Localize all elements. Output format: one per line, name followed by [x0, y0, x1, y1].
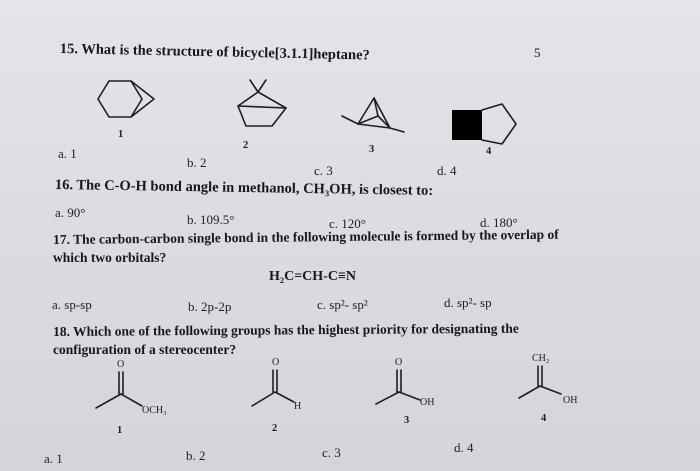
q15-option-a: a. 1	[58, 146, 77, 161]
q15-structure-label-4: 4	[486, 146, 492, 157]
q15-structure-label-2: 2	[243, 140, 249, 151]
q18-structure-label-3: 3	[404, 415, 410, 426]
q15-question: 15. What is the structure of bicycle[3.1.1]heptane?	[59, 41, 370, 64]
q18-option-c: c. 3	[322, 445, 341, 460]
q17-option-d: d. sp²- sp	[444, 295, 492, 310]
q15-option-b: b. 2	[187, 155, 207, 170]
q18-s4-ch2: CH₂	[532, 353, 550, 364]
q17-question-line1: 17. The carbon-carbon single bond in the following molecule is formed by the overlap of	[52, 226, 559, 247]
q15-option-c: c. 3	[314, 163, 333, 178]
q15-structure-2	[232, 76, 292, 136]
q18-s1-oxygen: O	[117, 359, 125, 370]
q18-s1-och3: OCH₃	[142, 405, 167, 416]
q15-structure-3	[338, 92, 408, 142]
q16-option-b: b. 109.5°	[187, 212, 235, 227]
q16-option-a: a. 90°	[55, 205, 86, 220]
q15-structure-4	[448, 100, 528, 150]
q16-option-c: c. 120°	[329, 216, 366, 231]
q18-structure-label-2: 2	[272, 423, 278, 434]
page-number: 5	[534, 45, 541, 60]
q18-option-a: a. 1	[44, 451, 63, 466]
q17-option-c: c. sp²- sp²	[317, 297, 368, 312]
q18-question-line2: configuration of a stereocenter?	[53, 342, 237, 357]
q18-option-b: b. 2	[186, 448, 206, 463]
q17-question-line2: which two orbitals?	[53, 250, 167, 265]
q18-s3-oh: OH	[420, 397, 435, 408]
q15-structure-label-1: 1	[118, 129, 124, 140]
q15-option-d: d. 4	[437, 163, 457, 178]
q15-structure-1	[94, 74, 164, 124]
q16-option-d: d. 180°	[480, 215, 518, 230]
q17-option-a: a. sp-sp	[52, 297, 92, 312]
q18-s2-h: H	[294, 401, 302, 412]
q18-structure-1	[92, 370, 152, 410]
q15-structure-label-3: 3	[369, 144, 375, 155]
q18-s4-oh: OH	[563, 395, 578, 406]
q18-structure-label-1: 1	[117, 425, 123, 436]
q18-s3-oxygen: O	[395, 357, 403, 368]
q18-s2-oxygen: O	[272, 357, 280, 368]
q17-molecule: H₂C=CH-C≡N	[269, 269, 357, 284]
q16-question: 16. The C-O-H bond angle in methanol, CH₃OH, is closest to:	[54, 177, 434, 199]
q18-question-line1: 18. Which one of the following groups has the highest priority for designating the	[52, 320, 519, 339]
q18-option-d: d. 4	[454, 440, 474, 455]
q18-structure-label-4: 4	[541, 413, 547, 424]
q17-option-b: b. 2p-2p	[188, 299, 232, 314]
